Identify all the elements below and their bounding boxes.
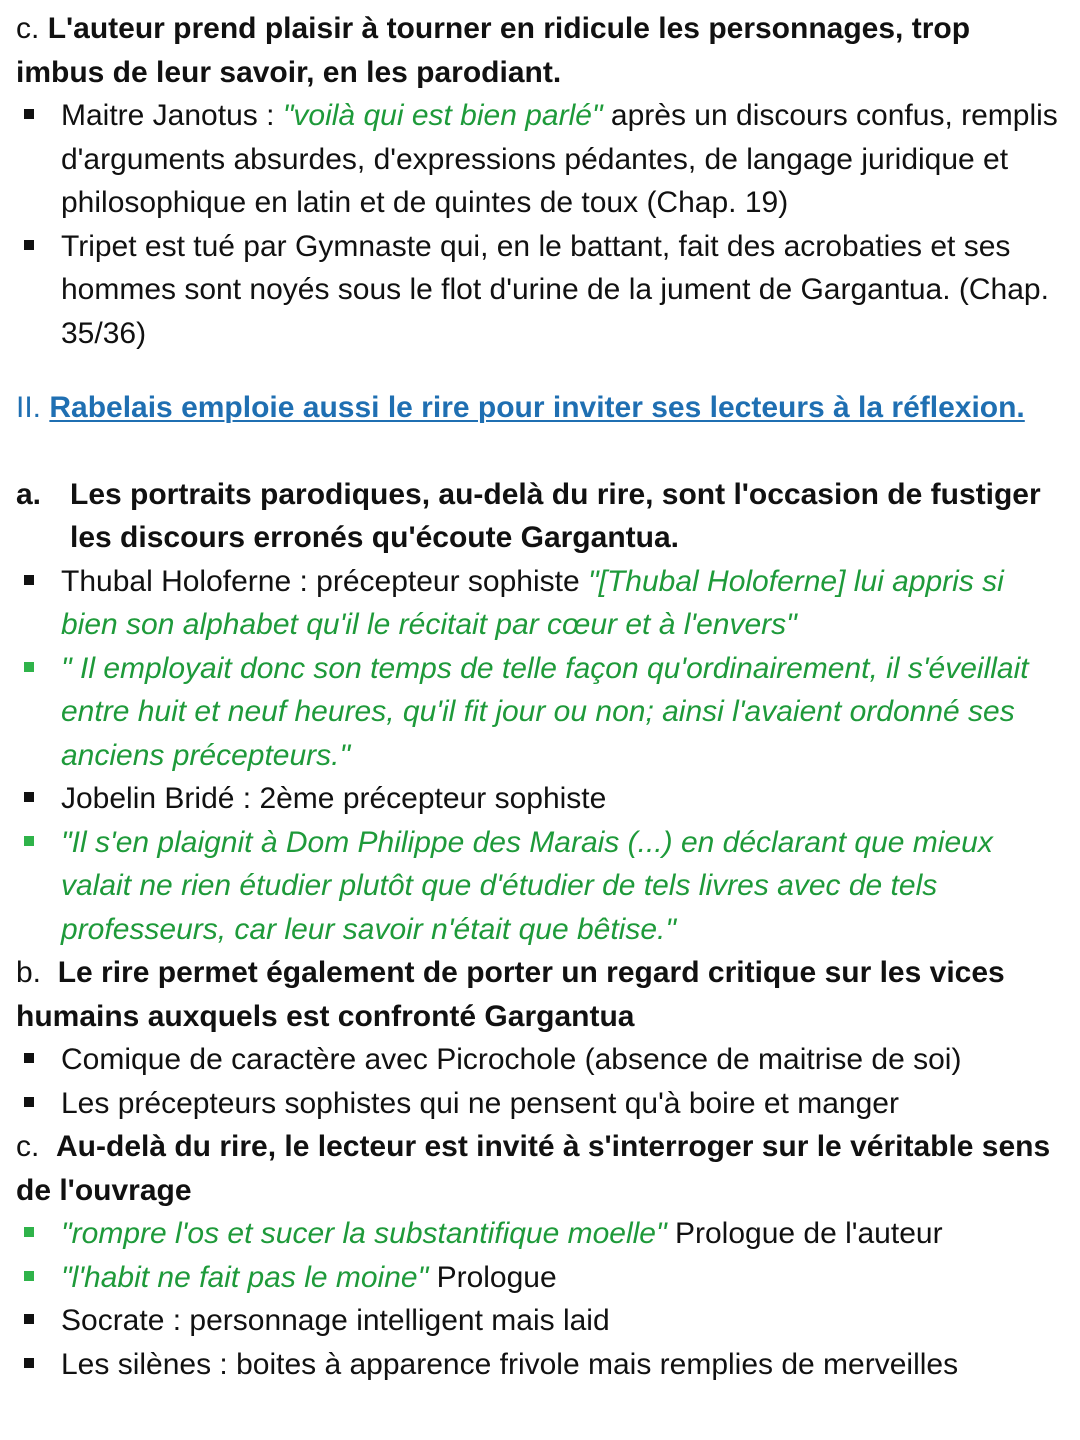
item-text: Socrate : personnage intelligent mais laid: [61, 1304, 610, 1337]
item-text: Jobelin Bridé : 2ème précepteur sophiste: [61, 782, 607, 815]
square-bullet-icon: [24, 1314, 34, 1324]
list-item: [16, 1082, 1064, 1126]
section-c-intro-list: [16, 94, 1064, 355]
item-quote: "voilà qui est bien parlé": [282, 99, 603, 132]
item-text-after: Prologue: [428, 1260, 557, 1294]
square-bullet-icon: [24, 1358, 34, 1368]
square-bullet-icon: [24, 792, 34, 802]
list-item: [16, 1212, 1064, 1256]
square-bullet-icon: [24, 1053, 34, 1063]
section-b-heading: [16, 951, 1064, 1038]
part-two-heading: [16, 386, 1064, 430]
section-marker: c.: [16, 1130, 40, 1163]
item-text-after: Prologue de l'auteur: [666, 1217, 943, 1250]
section-marker: b.: [16, 956, 42, 989]
list-item: [16, 94, 1064, 225]
item-quote: "[Thubal Holoferne] lui appris si bien son alphabet qu'il le récitait par cœur et à l'envers": [61, 564, 1004, 641]
item-text-after: après un discours confus, remplis d'arguments absurdes, d'expressions pédantes, de langage juridique et philosophique en latin et de quintes de toux (Chap. 19): [61, 99, 1058, 219]
list-item: [16, 560, 1064, 647]
part-marker: II.: [16, 391, 50, 424]
spacer: [16, 430, 1064, 473]
square-bullet-icon: [24, 1271, 34, 1281]
square-bullet-icon: [24, 1097, 34, 1107]
square-bullet-icon: [24, 836, 34, 846]
list-item: [16, 821, 1064, 952]
item-text: Les silènes : boites à apparence frivole mais remplies de merveilles: [61, 1347, 959, 1381]
item-quote: "Il s'en plaignit à Dom Philippe des Marais (...) en déclarant que mieux valait ne rien étudier plutôt que d'étudier de tels livres avec de tels professeurs, car leur savoir n'était que bêtise.": [61, 825, 993, 946]
square-bullet-icon: [24, 109, 34, 119]
section-c-heading: [16, 1125, 1064, 1212]
item-text: Tripet est tué par Gymnaste qui, en le battant, fait des acrobaties et ses hommes sont noyés sous le flot d'urine de la jument de Gargantua. (Chap. 35/36): [61, 229, 1049, 350]
square-bullet-icon: [24, 1227, 34, 1237]
item-text: Thubal Holoferne : précepteur sophiste: [61, 564, 588, 598]
section-c-list: [16, 1212, 1064, 1386]
item-quote: "l'habit ne fait pas le moine": [61, 1260, 429, 1294]
square-bullet-icon: [24, 240, 34, 250]
section-c-intro-heading: [16, 7, 1064, 94]
list-item: [16, 225, 1064, 356]
list-item: [16, 1299, 1064, 1343]
item-quote: "rompre l'os et sucer la substantifique moelle": [61, 1217, 667, 1250]
item-quote: " Il employait donc son temps de telle façon qu'ordinairement, il s'éveillait entre huit et neuf heures, qu'il fit jour ou non; ainsi l'avaient ordonné ses anciens précepteurs.": [61, 651, 1029, 772]
list-item: [16, 777, 1064, 821]
part-two-link[interactable]: Rabelais emploie aussi le rire pour inviter ses lecteurs à la réflexion.: [49, 391, 1025, 424]
section-a-list: [16, 560, 1064, 952]
list-item: [16, 1343, 1064, 1387]
section-b-list: [16, 1038, 1064, 1125]
list-item: [16, 1038, 1064, 1082]
item-text: Les précepteurs sophistes qui ne pensent qu'à boire et manger: [61, 1086, 899, 1120]
section-a-heading: [16, 473, 1064, 560]
section-title: Le rire permet également de porter un regard critique sur les vices humains auxquels est confronté Gargantua: [16, 956, 1005, 1033]
item-text: Maitre Janotus :: [61, 99, 283, 132]
list-item: [16, 1256, 1064, 1300]
section-title: L'auteur prend plaisir à tourner en ridicule les personnages, trop imbus de leur savoir, en les parodiant.: [16, 12, 971, 89]
list-item: [16, 647, 1064, 778]
section-marker: a.: [16, 477, 42, 511]
section-marker: c.: [16, 12, 40, 45]
item-text: Comique de caractère avec Picrochole (absence de maitrise de soi): [61, 1043, 962, 1076]
section-title: Au-delà du rire, le lecteur est invité à s'interroger sur le véritable sens de l'ouvrage: [16, 1130, 1051, 1207]
square-bullet-icon: [24, 662, 34, 672]
section-title: Les portraits parodiques, au-delà du rire, sont l'occasion de fustiger les discours erronés qu'écoute Gargantua.: [70, 477, 1041, 554]
square-bullet-icon: [24, 575, 34, 585]
